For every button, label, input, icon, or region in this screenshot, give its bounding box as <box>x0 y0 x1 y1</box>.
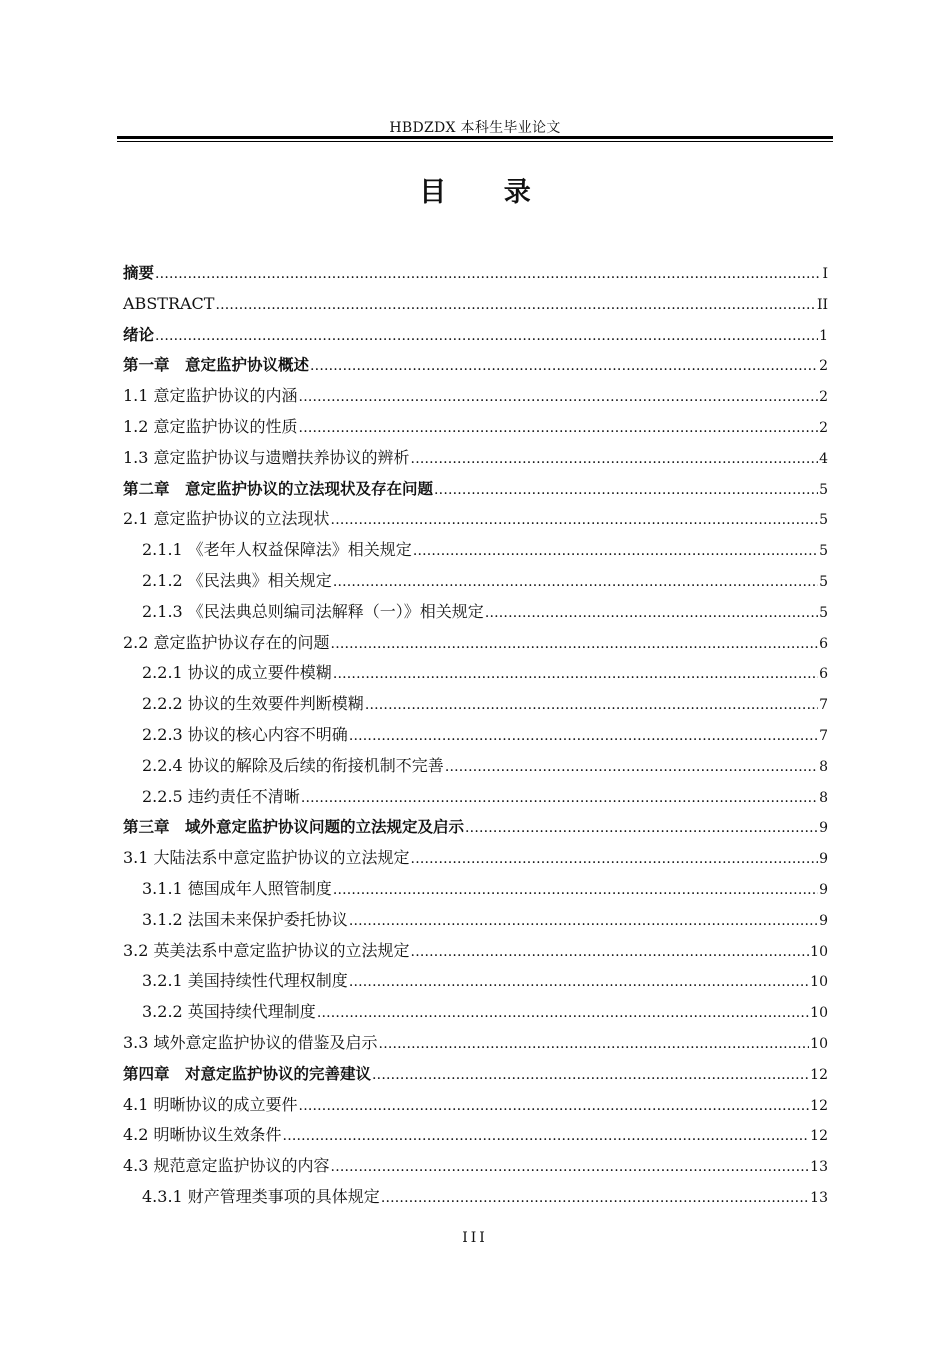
toc-entry-page: 5 <box>819 604 828 621</box>
toc-leader-dots <box>445 751 818 783</box>
toc-leader-dots <box>349 966 809 998</box>
toc-entry-page: 10 <box>810 974 828 991</box>
toc-entry-page: 5 <box>819 543 828 560</box>
toc-entry-label: 3.1.1 德国成年人照管制度 <box>142 878 332 898</box>
toc-leader-dots <box>283 1120 810 1152</box>
toc-entry-label: 1.3 意定监护协议与遗赠扶养协议的辨析 <box>123 447 410 467</box>
toc-entry-label: 1.2 意定监护协议的性质 <box>123 416 298 436</box>
toc-entry-label: 摘要 <box>123 264 155 282</box>
toc-leader-dots <box>331 1151 810 1183</box>
toc-entry-page: 12 <box>810 1097 828 1114</box>
toc-entry-page: 2 <box>819 389 828 406</box>
toc-entry-label: 第二章 意定监护协议的立法现状及存在问题 <box>123 479 434 498</box>
toc-entry-label: 3.1 大陆法系中意定监护协议的立法规定 <box>123 848 410 868</box>
toc-leader-dots <box>365 689 818 721</box>
toc-entry-label: 4.3.1 财产管理类事项的具体规定 <box>142 1186 380 1206</box>
toc-leader-dots <box>465 812 818 844</box>
toc-entry[interactable] <box>123 997 828 1028</box>
toc-leader-dots <box>299 381 819 413</box>
toc-entry[interactable] <box>123 689 828 720</box>
toc-entry-page: 8 <box>819 758 828 775</box>
toc-entry-label: 2.2.2 协议的生效要件判断模糊 <box>142 694 364 714</box>
toc-entry-label: 2.1.1 《老年人权益保障法》相关规定 <box>142 540 412 560</box>
toc-leader-dots <box>379 1028 810 1060</box>
toc-entry-page: 2 <box>819 358 828 375</box>
toc-leader-dots <box>411 936 810 968</box>
table-of-contents <box>123 258 828 1213</box>
toc-entry-page: 2 <box>819 419 828 436</box>
toc-entry-page: 12 <box>810 1066 828 1083</box>
toc-entry[interactable] <box>123 535 828 566</box>
toc-leader-dots <box>310 350 818 382</box>
toc-entry[interactable] <box>123 628 828 659</box>
toc-leader-dots <box>331 504 819 536</box>
toc-entry-label: 2.2 意定监护协议存在的问题 <box>123 632 330 652</box>
toc-entry-label: 第一章 意定监护协议概述 <box>123 356 310 375</box>
toc-entry-page: 9 <box>819 912 828 929</box>
toc-entry[interactable] <box>123 320 828 351</box>
toc-entry-page: 13 <box>810 1159 828 1176</box>
toc-entry-label: ABSTRACT <box>123 293 215 313</box>
toc-entry[interactable] <box>123 874 828 905</box>
toc-entry-label: 1.1 意定监护协议的内涵 <box>123 386 298 406</box>
toc-entry-label: 4.1 明晰协议的成立要件 <box>123 1094 298 1114</box>
toc-entry-label: 2.2.1 协议的成立要件模糊 <box>142 663 332 683</box>
toc-entry-page: 9 <box>819 820 828 837</box>
toc-entry[interactable] <box>123 720 828 751</box>
toc-entry[interactable] <box>123 751 828 782</box>
toc-entry-page: 7 <box>819 727 828 744</box>
toc-leader-dots <box>333 566 818 598</box>
toc-entry-label: 绪论 <box>123 325 155 344</box>
toc-entry-label: 2.2.4 协议的解除及后续的衔接机制不完善 <box>142 755 444 775</box>
toc-entry-label: 2.2.3 协议的核心内容不明确 <box>142 724 348 744</box>
toc-entry[interactable] <box>123 1059 828 1090</box>
toc-leader-dots <box>413 535 818 567</box>
toc-entry[interactable] <box>123 812 828 843</box>
toc-entry-page: 5 <box>819 573 828 590</box>
toc-entry-page: 13 <box>810 1189 828 1206</box>
toc-entry-page: I <box>822 266 828 282</box>
toc-entry[interactable] <box>123 443 828 474</box>
running-header: HBDZDX 本科生毕业论文 <box>389 120 561 136</box>
toc-leader-dots <box>349 720 818 752</box>
toc-entry[interactable] <box>123 1120 828 1151</box>
toc-leader-dots <box>299 412 819 444</box>
toc-entry-label: 第三章 域外意定监护协议问题的立法规定及启示 <box>123 818 465 837</box>
toc-entry-label: 3.2.1 美国持续性代理权制度 <box>142 971 348 991</box>
toc-entry[interactable] <box>123 381 828 412</box>
toc-leader-dots <box>215 289 815 321</box>
header-rule-thick <box>117 136 833 139</box>
toc-leader-dots <box>485 597 818 629</box>
toc-entry-label: 3.2.2 英国持续代理制度 <box>142 1002 316 1022</box>
toc-entry-page: 5 <box>819 481 828 498</box>
toc-entry-label: 3.2 英美法系中意定监护协议的立法规定 <box>123 940 410 960</box>
toc-entry-label: 3.1.2 法国未来保护委托协议 <box>142 909 348 929</box>
toc-entry-label: 2.1 意定监护协议的立法现状 <box>123 509 330 529</box>
toc-leader-dots <box>372 1059 809 1091</box>
toc-entry-page: 6 <box>819 666 828 683</box>
toc-entry[interactable] <box>123 1182 828 1213</box>
toc-entry[interactable] <box>123 1028 828 1059</box>
toc-entry[interactable] <box>123 936 828 967</box>
toc-entry[interactable] <box>123 289 828 320</box>
toc-entry-label: 2.1.3 《民法典总则编司法解释（一）》相关规定 <box>142 601 484 621</box>
toc-entry[interactable] <box>123 966 828 997</box>
page-number: III <box>462 1230 488 1246</box>
toc-leader-dots <box>155 258 821 290</box>
toc-entry-page: 9 <box>819 851 828 868</box>
toc-entry-label: 2.1.2 《民法典》相关规定 <box>142 570 332 590</box>
toc-entry-page: 12 <box>810 1128 828 1145</box>
header-rule-thin <box>117 141 833 142</box>
toc-leader-dots <box>301 782 818 814</box>
toc-entry-page: 4 <box>819 450 828 467</box>
toc-entry-page: 6 <box>819 635 828 652</box>
toc-entry-label: 3.3 域外意定监护协议的借鉴及启示 <box>123 1032 378 1052</box>
toc-leader-dots <box>317 997 809 1029</box>
toc-leader-dots <box>381 1182 809 1214</box>
toc-entry[interactable] <box>123 258 828 289</box>
toc-entry-page: 9 <box>819 881 828 898</box>
page-title: 目 录 <box>419 177 555 208</box>
toc-leader-dots <box>333 658 818 690</box>
toc-leader-dots <box>299 1090 810 1122</box>
toc-entry[interactable] <box>123 504 828 535</box>
toc-entry[interactable] <box>123 474 828 505</box>
toc-entry[interactable] <box>123 1151 828 1182</box>
toc-entry[interactable] <box>123 843 828 874</box>
toc-entry-page: II <box>816 296 828 313</box>
toc-entry-label: 2.2.5 违约责任不清晰 <box>142 786 300 806</box>
toc-leader-dots <box>411 843 819 875</box>
toc-entry-page: 10 <box>810 943 828 960</box>
toc-leader-dots <box>331 628 819 660</box>
toc-entry-page: 10 <box>810 1035 828 1052</box>
toc-leader-dots <box>333 874 818 906</box>
toc-entry-page: 7 <box>819 697 828 714</box>
toc-leader-dots <box>349 905 818 937</box>
toc-entry[interactable] <box>123 350 828 381</box>
toc-entry-page: 1 <box>819 327 828 344</box>
toc-entry[interactable] <box>123 658 828 689</box>
toc-entry-label: 第四章 对意定监护协议的完善建议 <box>123 1064 372 1083</box>
toc-entry-label: 4.2 明晰协议生效条件 <box>123 1125 282 1145</box>
toc-entry[interactable] <box>123 597 828 628</box>
toc-entry[interactable] <box>123 1090 828 1121</box>
toc-entry[interactable] <box>123 905 828 936</box>
toc-entry-label: 4.3 规范意定监护协议的内容 <box>123 1156 330 1176</box>
toc-entry-page: 10 <box>810 1005 828 1022</box>
toc-entry[interactable] <box>123 566 828 597</box>
toc-entry-page: 8 <box>819 789 828 806</box>
toc-entry-page: 5 <box>819 512 828 529</box>
toc-entry[interactable] <box>123 412 828 443</box>
toc-entry[interactable] <box>123 782 828 813</box>
toc-leader-dots <box>411 443 819 475</box>
toc-leader-dots <box>155 320 818 352</box>
toc-leader-dots <box>434 474 818 506</box>
